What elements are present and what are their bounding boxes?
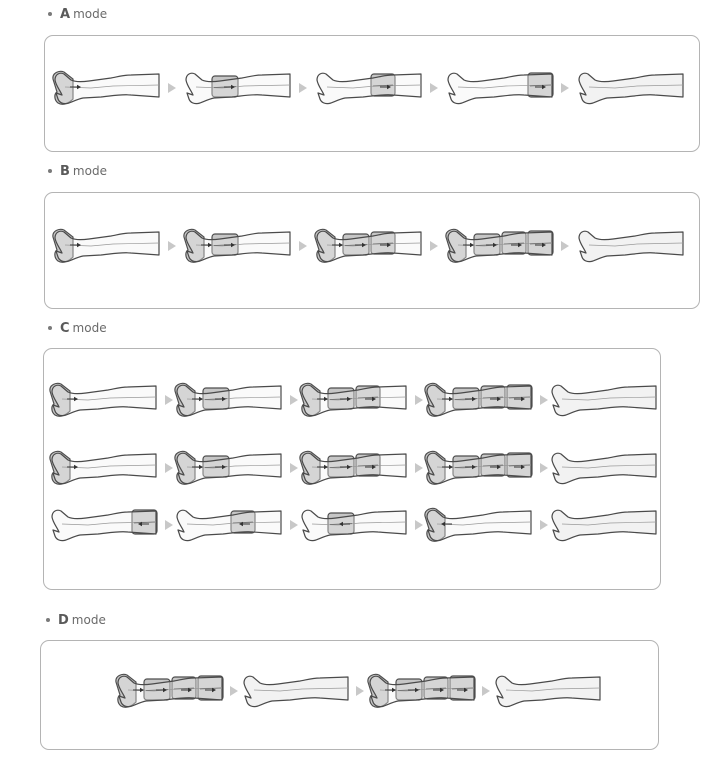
step-arrow-icon	[539, 462, 549, 474]
leg-outline	[244, 676, 348, 706]
leg-diagram	[575, 228, 687, 264]
leg-outline	[552, 385, 656, 415]
leg-diagram	[423, 382, 535, 418]
leg-diagram	[423, 450, 535, 486]
step-arrow-icon	[229, 685, 239, 697]
leg-diagram	[173, 507, 285, 543]
step-arrow-icon	[298, 240, 308, 252]
leg-diagram	[48, 507, 160, 543]
step-arrow-icon	[539, 394, 549, 406]
leg-diagram	[548, 382, 660, 418]
mode-letter: C	[60, 321, 70, 336]
leg-outline	[317, 73, 421, 103]
leg-diagram	[298, 450, 410, 486]
step-arrow-icon	[289, 394, 299, 406]
leg-diagram	[548, 507, 660, 543]
bullet-icon	[46, 618, 50, 622]
mode-d-label	[46, 613, 106, 628]
step-arrow-icon	[429, 82, 439, 94]
leg-outline	[579, 73, 683, 103]
mode-c-label	[48, 321, 107, 336]
mode-d-panel	[40, 640, 659, 750]
mode-word: mode	[73, 7, 108, 21]
step-arrow-icon	[164, 394, 174, 406]
mode-a-label	[48, 7, 107, 22]
leg-diagram	[114, 673, 226, 709]
leg-diagram	[51, 70, 163, 106]
bullet-icon	[48, 326, 52, 330]
step-arrow-icon	[560, 240, 570, 252]
mode-letter: B	[60, 164, 70, 179]
step-arrow-icon	[164, 462, 174, 474]
mode-a-panel	[44, 35, 700, 152]
leg-diagram	[548, 450, 660, 486]
step-arrow-icon	[289, 519, 299, 531]
bullet-icon	[48, 12, 52, 16]
leg-diagram	[298, 507, 410, 543]
step-arrow-icon	[298, 82, 308, 94]
mode-word: mode	[72, 321, 107, 335]
leg-outline	[52, 510, 156, 540]
leg-diagram	[492, 673, 604, 709]
mode-letter: A	[60, 7, 71, 22]
leg-diagram	[298, 382, 410, 418]
leg-diagram	[51, 228, 163, 264]
step-arrow-icon	[167, 240, 177, 252]
leg-outline	[496, 676, 600, 706]
step-arrow-icon	[414, 394, 424, 406]
step-arrow-icon	[560, 82, 570, 94]
step-arrow-icon	[481, 685, 491, 697]
mode-letter: D	[58, 613, 69, 628]
leg-outline	[448, 73, 552, 103]
leg-diagram	[173, 450, 285, 486]
mode-b-label	[48, 164, 107, 179]
step-arrow-icon	[539, 519, 549, 531]
leg-diagram	[313, 228, 425, 264]
mode-b-panel	[44, 192, 700, 309]
step-arrow-icon	[414, 462, 424, 474]
leg-diagram	[444, 70, 556, 106]
leg-outline	[177, 510, 281, 540]
leg-diagram	[366, 673, 478, 709]
step-arrow-icon	[289, 462, 299, 474]
leg-diagram	[182, 228, 294, 264]
leg-diagram	[313, 70, 425, 106]
leg-diagram	[173, 382, 285, 418]
leg-outline	[579, 231, 683, 261]
leg-outline	[552, 510, 656, 540]
step-arrow-icon	[167, 82, 177, 94]
step-arrow-icon	[355, 685, 365, 697]
leg-diagram	[48, 450, 160, 486]
step-arrow-icon	[164, 519, 174, 531]
bullet-icon	[48, 169, 52, 173]
step-arrow-icon	[429, 240, 439, 252]
leg-outline	[552, 453, 656, 483]
leg-diagram	[48, 382, 160, 418]
leg-diagram	[423, 507, 535, 543]
leg-diagram	[575, 70, 687, 106]
leg-diagram	[240, 673, 352, 709]
leg-diagram	[182, 70, 294, 106]
step-arrow-icon	[414, 519, 424, 531]
mode-c-panel	[43, 348, 661, 590]
mode-word: mode	[72, 164, 107, 178]
leg-diagram	[444, 228, 556, 264]
mode-word: mode	[71, 613, 106, 627]
